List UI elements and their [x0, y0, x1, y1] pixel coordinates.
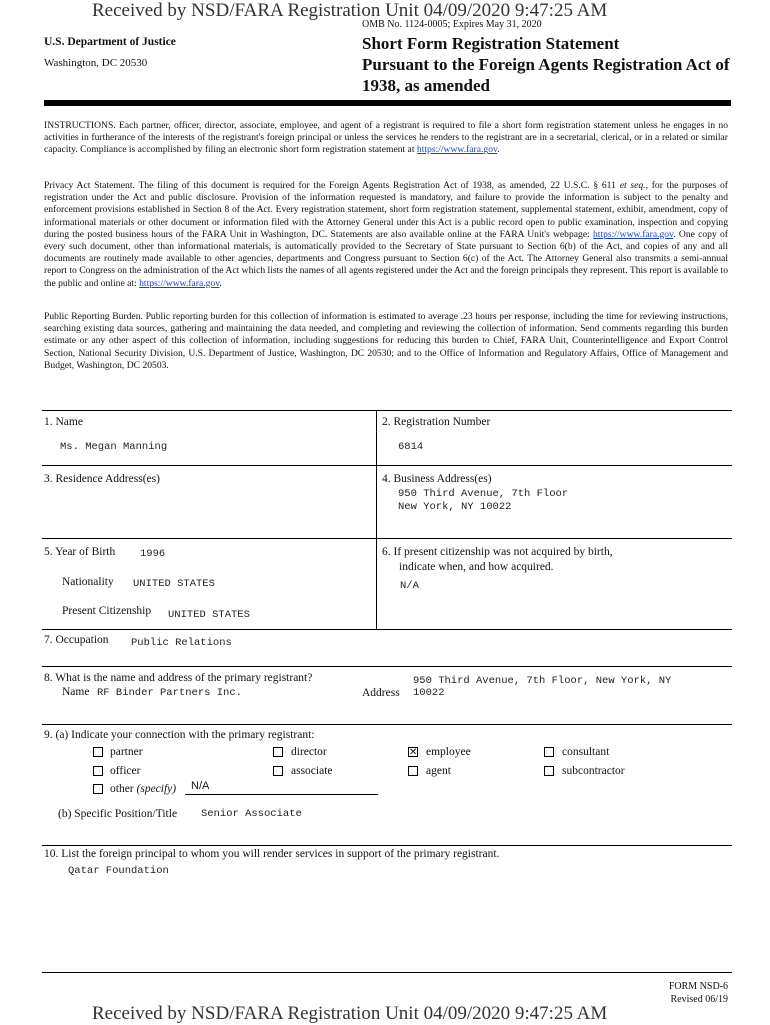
business-address-line-1[interactable]: 950 Third Avenue, 7th Floor: [398, 488, 569, 500]
associate-checkbox[interactable]: [273, 766, 283, 776]
officer-checkbox[interactable]: [93, 766, 103, 776]
employee-check-mark: ✕: [409, 747, 418, 758]
consultant-checkbox[interactable]: [544, 747, 554, 757]
foreign-principal-value[interactable]: Qatar Foundation: [68, 865, 169, 877]
other-label: other (specify): [110, 783, 177, 795]
row-rule-4: [42, 629, 732, 630]
foreign-principal-question: 10. List the foreign principal to whom you will render services in support of the primary registrant.: [44, 848, 500, 860]
other-specify-field[interactable]: [185, 779, 378, 795]
primary-registrant-name-value[interactable]: RF Binder Partners Inc.: [97, 687, 242, 699]
row-rule-1: [42, 410, 732, 411]
name-value[interactable]: Ms. Megan Manning: [60, 441, 168, 453]
form-footer: [660, 980, 728, 1006]
citizenship-acquired-value[interactable]: N/A: [400, 580, 419, 592]
partner-label: partner: [110, 746, 143, 758]
row-rule-3: [42, 538, 732, 539]
year-of-birth-label: 5. Year of Birth: [44, 546, 116, 558]
row-rule-2: [42, 465, 732, 466]
privacy-etseq: et seq.: [619, 180, 646, 191]
citizenship-acquired-label-2: indicate when, and how acquired.: [399, 561, 554, 573]
title-line-2: Pursuant to the Foreign Agents Registration Act of: [362, 55, 730, 74]
privacy-text-b: , for the purposes of registration under the Act and public disclosure. Provision of the information requested is mandatory, and failure to provide the information is subject to the penalty and enforcement provisions established in Section 8 of the Act. Every registration statement, short form registration statement, supplemental statement, exhibit, amendment, copy of informational materials or other document or information filed with the Attorney General under this Act is a public record open to public examination, inspection and copying during the posted business hours of the FARA Unit in Washington, DC. Statements are also available online at the FARA Unit's webpage:: [44, 180, 729, 240]
connection-question: 9. (a) Indicate your connection with the primary registrant:: [44, 729, 315, 741]
primary-registrant-address-line-2[interactable]: 10022: [413, 687, 445, 699]
citizenship-acquired-label-1: 6. If present citizenship was not acquired by birth,: [382, 546, 613, 558]
director-label: director: [291, 746, 327, 758]
year-of-birth-value[interactable]: 1996: [140, 548, 166, 560]
consultant-label: consultant: [562, 746, 610, 758]
instructions-paragraph: INSTRUCTIONS. Each partner, officer, director, associate, employee, and agent of a registrant is required to file a short form registration statement unless he engages in no activities in furtherance of the interests of the registrant's foreign principal or unless the services he renders to the registrant are in a secretarial, clerical, or in a related or similar capacity. Compliance is accomplished by filing an electronic short form registration statement at https://www.fara.gov.: [44, 120, 728, 156]
director-checkbox[interactable]: [273, 747, 283, 757]
fara-link-1[interactable]: https://www.fara.gov: [416, 144, 498, 156]
associate-label: associate: [291, 765, 333, 777]
present-citizenship-label: Present Citizenship: [62, 605, 152, 617]
other-checkbox[interactable]: [93, 784, 103, 794]
partner-checkbox[interactable]: [93, 747, 103, 757]
row-rule-7: [42, 845, 732, 846]
department-location: Washington, DC 20530: [44, 57, 148, 69]
residence-address-label: 3. Residence Address(es): [44, 473, 160, 485]
officer-label: officer: [110, 765, 141, 777]
title-line-1: Short Form Registration Statement: [362, 34, 620, 53]
privacy-text-c: . One copy of every such document, other than informational materials, is automatically provided to the Secretary of State pursuant to Section 6(b) of the Act, and copies of any and all documents are routinely made available to other agencies, departments and Congress pursuant to Section 6(c) of the Act. The Attorney General also transmits a semi-annual report to Congress on the administration of the Act which lists the names of all agents registered under the Act and the foreign principals they represent. This report is available to the public and online at:: [44, 228, 728, 289]
instructions-text: INSTRUCTIONS. Each partner, officer, director, associate, employee, and agent of a registrant is required to file a short form registration statement unless he engages in no activities in furtherance of the interests of the registrant's foreign principal or unless the services he renders to the registrant are in a secretarial, clerical, or in a related or similar capacity. Compliance is accomplished by filing an electronic short form registration statement at: [44, 120, 728, 156]
department-name: U.S. Department of Justice: [44, 36, 176, 48]
column-divider: [376, 410, 377, 630]
registration-number-label: 2. Registration Number: [382, 416, 491, 428]
received-stamp-bottom: Received by NSD/FARA Registration Unit 04/09/2020 9:47:25 AM: [92, 1003, 608, 1024]
employee-label: employee: [426, 746, 471, 758]
subcontractor-checkbox[interactable]: [544, 766, 554, 776]
row-rule-5: [42, 666, 732, 667]
position-title-label: (b) Specific Position/Title: [58, 808, 178, 820]
business-address-label: 4. Business Address(es): [382, 473, 492, 485]
burden-paragraph: Public Reporting Burden. Public reporting burden for this collection of information is estimated to average .23 hours per response, including the time for reviewing instructions, searching existing data sources, gathering and maintaining the data needed, and completing and reviewing the collection of information. Send comments regarding this burden estimate or any other aspect of this collection of information, including suggestions for reducing this burden to Chief, FARA Unit, Counterintelligence and Export Control Section, National Security Division, U.S. Department of Justice, Washington, DC 20530; and to the Office of Information and Regulatory Affairs, Office of Management and Budget, Washington, DC 20503.: [44, 311, 728, 371]
primary-registrant-name-label: Name: [62, 686, 90, 698]
position-title-value[interactable]: Senior Associate: [201, 808, 302, 820]
fara-link-2[interactable]: https://www.fara.gov: [592, 228, 674, 240]
employee-checkbox[interactable]: [408, 747, 418, 757]
privacy-text-a: Privacy Act Statement. The filing of this document is required for the Foreign Agents Registration Act of 1938, as amended, 22 U.S.C. § 611: [44, 180, 620, 191]
row-rule-6: [42, 724, 732, 725]
fara-link-3[interactable]: https://www.fara.gov: [139, 277, 220, 289]
row-rule-8: [42, 972, 732, 973]
occupation-value[interactable]: Public Relations: [131, 637, 232, 649]
other-specify-value: N/A: [191, 780, 210, 792]
present-citizenship-value[interactable]: UNITED STATES: [168, 609, 250, 621]
nationality-value[interactable]: UNITED STATES: [133, 578, 215, 590]
nationality-label: Nationality: [62, 576, 114, 588]
other-specify: (specify): [136, 783, 177, 795]
header-rule: [44, 100, 731, 106]
form-revision: Revised 06/19: [670, 994, 728, 1005]
primary-registrant-address-label: Address: [362, 687, 400, 699]
received-stamp-top: Received by NSD/FARA Registration Unit 04/09/2020 9:47:25 AM: [92, 0, 608, 21]
page-title: [362, 33, 742, 96]
registration-number-value[interactable]: 6814: [398, 441, 424, 453]
privacy-paragraph: Privacy Act Statement. The filing of this document is required for the Foreign Agents Registration Act of 1938, as amended, 22 U.S.C. § 611 et seq., for the purposes of registration under the Act and public disclosure. Provision of the information requested is mandatory, and failure to provide the information is subject to the penalty and enforcement provisions established in Section 8 of the Act. Every registration statement, short form registration statement, supplemental statement, exhibit, amendment, copy of informational materials or other document or information filed with the Attorney General under this Act is a public record open to public examination, inspection and copying during the posted business hours of the FARA Unit in Washington, DC. Statements are also available online at the FARA Unit's webpage: https://www.fara.gov. One copy of every such document, other than informational materials, is automatically provided to the Secretary of State pursuant to Section 6(b) of the Act, and copies of any and all documents are routinely made available to other agencies, departments and Congress pursuant to Section 6(c) of the Act. The Attorney General also transmits a semi-annual report to Congress on the administration of the Act which lists the names of all agents registered under the Act and the foreign principals they represent. This report is available to the public and online at: https://www.fara.gov.: [44, 180, 729, 289]
agent-label: agent: [426, 765, 451, 777]
primary-registrant-address-line-1[interactable]: 950 Third Avenue, 7th Floor, New York, NY: [413, 675, 672, 687]
business-address-line-2[interactable]: New York, NY 10022: [398, 501, 512, 513]
name-label: 1. Name: [44, 416, 83, 428]
occupation-label: 7. Occupation: [44, 634, 109, 646]
form-id: FORM NSD-6: [668, 981, 728, 992]
subcontractor-label: subcontractor: [562, 765, 625, 777]
agent-checkbox[interactable]: [408, 766, 418, 776]
primary-registrant-question: 8. What is the name and address of the primary registrant?: [44, 672, 313, 684]
title-line-3: 1938, as amended: [362, 76, 490, 95]
omb-number: OMB No. 1124-0005; Expires May 31, 2020: [362, 19, 542, 30]
